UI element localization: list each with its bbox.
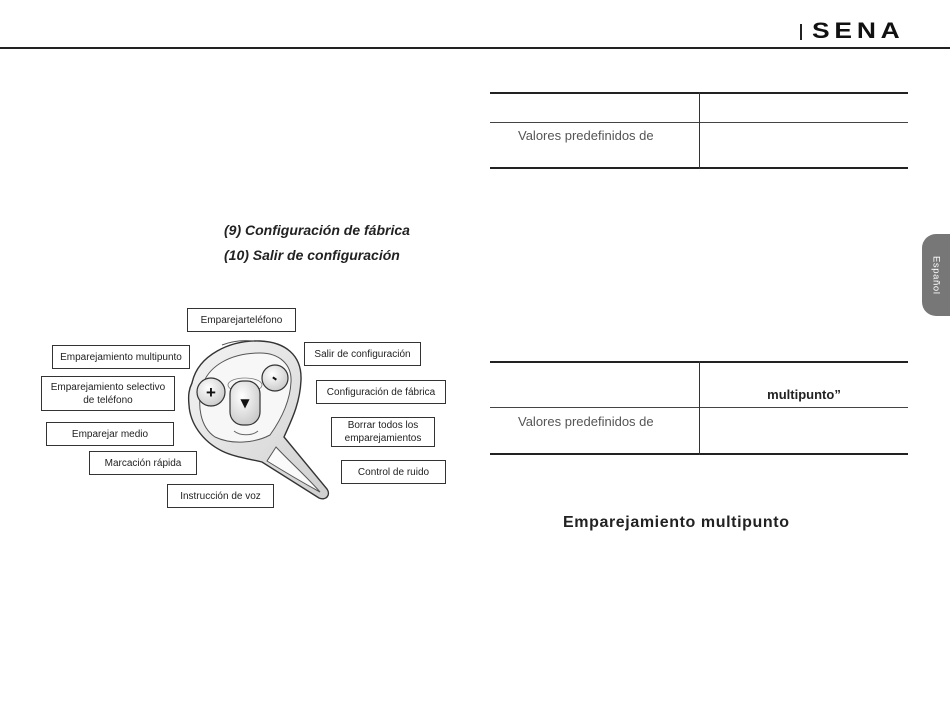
- menu-item-exit-config: (10) Salir de configuración: [224, 247, 400, 263]
- label-noise-control: Control de ruido: [341, 460, 446, 484]
- label-selective-phone-pairing: Emparejamiento selectivo de teléfono: [41, 376, 175, 411]
- label-factory-reset: Configuración de fábrica: [316, 380, 446, 404]
- down-arrow-icon: ▼: [240, 396, 250, 410]
- table-column-divider: [699, 92, 700, 169]
- table-cell-default-label: Valores predefinidos de: [518, 128, 654, 143]
- sena-logo: SENA: [812, 18, 905, 43]
- minus-icon: -: [267, 368, 284, 387]
- label-delete-all-pairings: Borrar todos los emparejamientos: [331, 417, 435, 447]
- section-heading: Emparejamiento multipunto: [563, 514, 790, 531]
- plus-icon: +: [206, 383, 216, 402]
- label-pair-phone: Emparejarteléfono: [187, 308, 296, 332]
- label-multipoint-pairing: Emparejamiento multipunto: [52, 345, 190, 369]
- logo-divider: [800, 24, 802, 40]
- language-tab-label: Español: [930, 255, 942, 295]
- menu-item-factory-reset: (9) Configuración de fábrica: [224, 222, 410, 238]
- table-cell-multipoint: multipunto”: [767, 387, 841, 402]
- table-cell-default-label: Valores predefinidos de: [518, 414, 654, 429]
- label-speed-dial: Marcación rápida: [89, 451, 197, 475]
- language-side-tab: [922, 234, 950, 316]
- label-exit-config: Salir de configuración: [304, 342, 421, 366]
- header-rule: [0, 47, 950, 49]
- label-voice-prompt: Instrucción de voz: [167, 484, 274, 508]
- label-media-pairing: Emparejar medio: [46, 422, 174, 446]
- table-column-divider: [699, 361, 700, 455]
